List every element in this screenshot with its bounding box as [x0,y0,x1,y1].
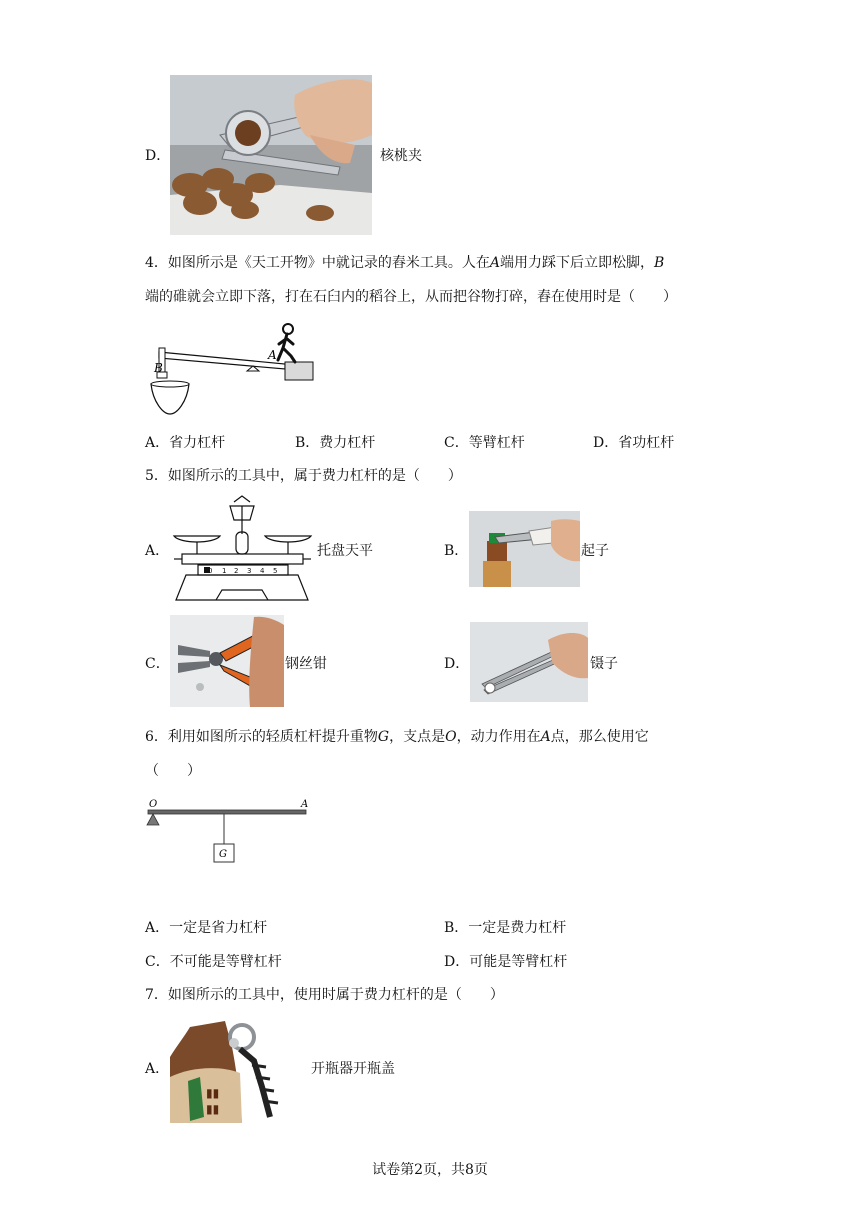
q4-option-a-text: 省力杠杆 [169,435,226,451]
scale-tick-0: 0 [208,567,213,575]
q6-option-b-text: 一定是费力杠杆 [468,920,567,936]
svg-text:▮▮: ▮▮ [206,1086,220,1100]
q6-option-d-text: 可能是等臂杠杆 [469,954,568,970]
balance-scale-figure [170,494,315,604]
q6-option-d-letter: D． [444,954,470,970]
q4-stem-text1b: 端用力踩下后立即松脚， [500,255,655,271]
bottle-opening-photo [170,1017,305,1123]
q4-stem-line2: 端的碓就会立即下落，打在石臼内的稻谷上，从而把谷物打碎，舂在使用时是（ ） [145,289,677,305]
q4-option-c-text: 等臂杠杆 [468,435,525,451]
q4-option-b [295,434,375,452]
q5-option-c-caption: 钢丝钳 [285,656,327,672]
q3-option-d-caption: 核桃夹 [380,148,422,164]
q6-option-a-letter: A． [145,920,170,936]
q6-var-o: O [445,729,457,745]
q7-number: 7． [145,987,168,1003]
q4-option-a [145,434,225,452]
q6-stem-p1: 利用如图所示的轻质杠杆提升重物 [167,729,378,745]
q5-stem [145,467,462,485]
q4-figure-label-a: A [268,348,277,362]
scale-tick-3: 3 [247,567,252,575]
scale-tick-5: 5 [273,567,278,575]
q6-figure-label-a: A [301,799,309,810]
nutcracker-photo [170,75,372,235]
q4-option-c-letter: C． [444,435,469,451]
q6-option-a-text: 一定是省力杠杆 [169,920,268,936]
q5-option-a-caption: 托盘天平 [317,543,373,559]
q6-stem-p4: 点，那么使用它 [550,729,649,745]
q6-option-b [444,919,566,937]
q7-stem-text: 如图所示的工具中，使用时属于费力杠杆的是（ ） [167,987,504,1003]
q4-option-b-letter: B． [295,435,320,451]
q7-stem [145,986,504,1004]
q5-option-a-letter: A． [145,543,170,559]
q4-option-a-letter: A． [145,435,170,451]
q5-number: 5． [145,468,168,484]
q4-number: 4． [145,255,168,271]
q5-option-d-caption: 镊子 [590,656,618,672]
scale-tick-4: 4 [260,567,265,575]
scale-tick-2: 2 [234,567,239,575]
tweezers-photo [470,622,588,702]
q6-var-g: G [377,729,390,745]
q6-lever-figure [145,795,315,867]
q7-option-a-letter: A． [145,1061,170,1077]
q4-option-d-letter: D． [593,435,619,451]
q4-option-c [444,434,525,452]
page-footer: 试卷第2页，共8页 [372,1162,488,1178]
q6-stem-p2: ，支点是 [389,729,446,745]
q6-figure-label-o: O [149,799,158,810]
pliers-photo [170,615,284,707]
svg-text:▮▮: ▮▮ [206,1102,220,1116]
q6-option-a [145,919,267,937]
q4-var-a: A [489,255,501,271]
q3-option-d-letter: D． [145,148,171,164]
q6-stem-line1 [145,728,649,746]
q5-option-b-letter: B． [444,543,469,559]
q4-option-d [593,434,674,452]
q6-stem-line2: （ ） [145,763,201,779]
q6-stem-p3: ，动力作用在 [456,729,541,745]
q7-option-a-caption: 开瓶器开瓶盖 [311,1061,395,1077]
q6-option-c [145,953,282,971]
q4-figure-label-b: B [154,361,163,375]
q4-option-d-text: 省功杠杆 [618,435,675,451]
q6-figure-label-g: G [219,849,227,860]
q6-number: 6． [145,729,168,745]
bottle-opener-photo [469,511,580,587]
q4-var-b: B [654,255,665,271]
q6-option-d [444,953,567,971]
q6-option-c-text: 不可能是等臂杠杆 [169,954,282,970]
q5-stem-text: 如图所示的工具中，属于费力杠杆的是（ ） [167,468,462,484]
q6-option-b-letter: B． [444,920,469,936]
q4-stem-text1: 如图所示是《天工开物》中就记录的舂米工具。人在 [167,255,490,271]
q6-var-a: A [540,729,551,745]
q6-option-c-letter: C． [145,954,170,970]
q5-option-b-caption: 起子 [581,543,609,559]
q4-stem-line1 [145,254,664,272]
scale-tick-1: 1 [222,567,227,575]
q4-rice-pounder-figure [145,322,320,417]
q4-option-b-text: 费力杠杆 [319,435,376,451]
q5-option-d-letter: D． [444,656,470,672]
q5-option-c-letter: C． [145,656,170,672]
